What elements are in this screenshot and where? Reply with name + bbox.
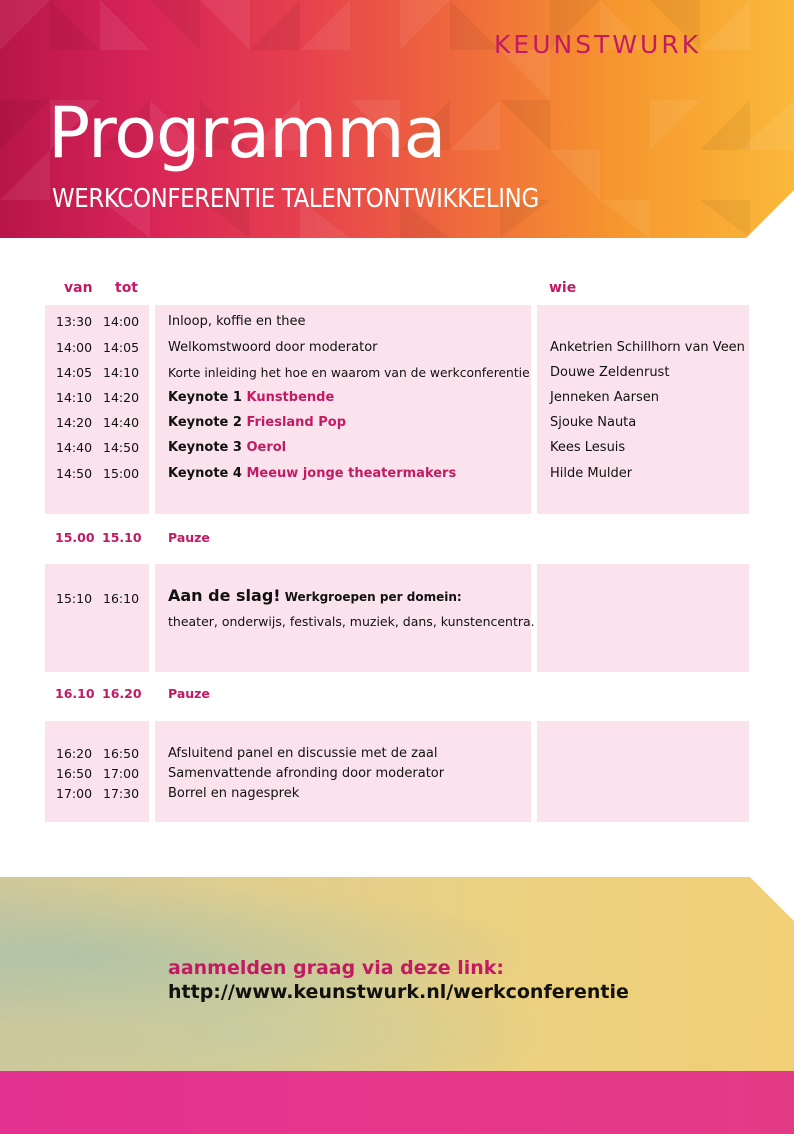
keynote-number: Keynote 2 <box>168 415 242 430</box>
pause-start: 15.00 <box>55 530 95 545</box>
row-description: Borrel en nagesprek <box>168 786 300 801</box>
time-start: 14:00 <box>56 340 93 355</box>
pause-end: 15.10 <box>102 530 142 545</box>
time-start: 17:00 <box>56 786 93 801</box>
who-panel-1 <box>537 305 749 514</box>
keynote-label <box>168 440 286 456</box>
keynote-name: Oerol <box>246 440 287 455</box>
header-banner <box>0 0 794 238</box>
time-end: 15:00 <box>103 466 140 481</box>
time-start: 14:50 <box>56 466 93 481</box>
workshop-title: Aan de slag! <box>168 586 281 605</box>
page-title: Programma <box>48 92 446 174</box>
corner-cut <box>746 190 794 238</box>
speaker-name: Hilde Mulder <box>550 466 633 481</box>
speaker-name: Jenneken Aarsen <box>550 390 659 405</box>
pause-label: Pauze <box>168 530 210 545</box>
time-end: 16:50 <box>103 746 140 761</box>
workshop-subtitle: Werkgroepen per domein: <box>284 590 462 604</box>
workshop-domains: theater, onderwijs, festivals, muziek, dans, kunstencentra. <box>168 614 535 629</box>
signup-link[interactable]: http://www.keunstwurk.nl/werkconferentie <box>168 981 629 1003</box>
keynote-name: Kunstbende <box>246 390 335 405</box>
keynote-number: Keynote 1 <box>168 390 242 405</box>
column-header-tot: tot <box>115 280 139 296</box>
time-end: 14:50 <box>103 440 140 455</box>
speaker-name: Douwe Zeldenrust <box>550 365 670 380</box>
row-description: Samenvattende afronding door moderator <box>168 766 445 781</box>
speaker-name: Anketrien Schillhorn van Veen <box>550 340 745 355</box>
pause-start: 16.10 <box>55 686 95 701</box>
row-description: Korte inleiding het hoe en waarom van de werkconferentie <box>168 366 530 380</box>
time-start: 14:40 <box>56 440 93 455</box>
pause-label: Pauze <box>168 686 210 701</box>
footer-banner <box>0 877 794 1071</box>
time-end: 17:00 <box>103 766 140 781</box>
keynote-label <box>168 415 346 431</box>
keynote-number: Keynote 4 <box>168 466 242 481</box>
keynote-name: Friesland Pop <box>246 415 347 430</box>
corner-cut <box>750 877 794 921</box>
keynote-label <box>168 466 456 482</box>
time-end: 14:20 <box>103 390 140 405</box>
pause-end: 16.20 <box>102 686 142 701</box>
keynote-label <box>168 390 334 406</box>
time-panel-1 <box>45 305 149 514</box>
who-panel-3 <box>537 721 749 822</box>
time-start: 14:10 <box>56 390 93 405</box>
who-panel-2 <box>537 564 749 672</box>
row-description: Welkomstwoord door moderator <box>168 340 378 355</box>
time-end: 14:05 <box>103 340 140 355</box>
time-start: 14:20 <box>56 415 93 430</box>
time-start: 15:10 <box>56 591 93 606</box>
time-end: 16:10 <box>103 591 140 606</box>
page-subtitle: WERKCONFERENTIE TALENTONTWIKKELING <box>52 184 539 214</box>
row-description: Afsluitend panel en discussie met de zaal <box>168 746 438 761</box>
speaker-name: Sjouke Nauta <box>550 415 637 430</box>
time-start: 16:20 <box>56 746 93 761</box>
row-description: Inloop, koffie en thee <box>168 314 306 329</box>
signup-label: aanmelden graag via deze link: <box>168 957 504 979</box>
column-header-wie: wie <box>549 280 577 296</box>
time-end: 14:00 <box>103 314 140 329</box>
keynote-name: Meeuw jonge theatermakers <box>246 466 457 481</box>
time-start: 13:30 <box>56 314 93 329</box>
speaker-name: Kees Lesuis <box>550 440 626 455</box>
desc-panel-1 <box>155 305 531 514</box>
bottom-bar <box>0 1071 794 1134</box>
keunstwurk-logo: KEUNSTWURK <box>494 30 702 59</box>
time-end: 14:10 <box>103 365 140 380</box>
time-start: 14:05 <box>56 365 93 380</box>
workshop-headline <box>168 588 462 606</box>
time-panel-2 <box>45 564 149 672</box>
time-start: 16:50 <box>56 766 93 781</box>
time-end: 14:40 <box>103 415 140 430</box>
column-header-van: van <box>64 280 93 296</box>
keynote-number: Keynote 3 <box>168 440 242 455</box>
time-end: 17:30 <box>103 786 140 801</box>
